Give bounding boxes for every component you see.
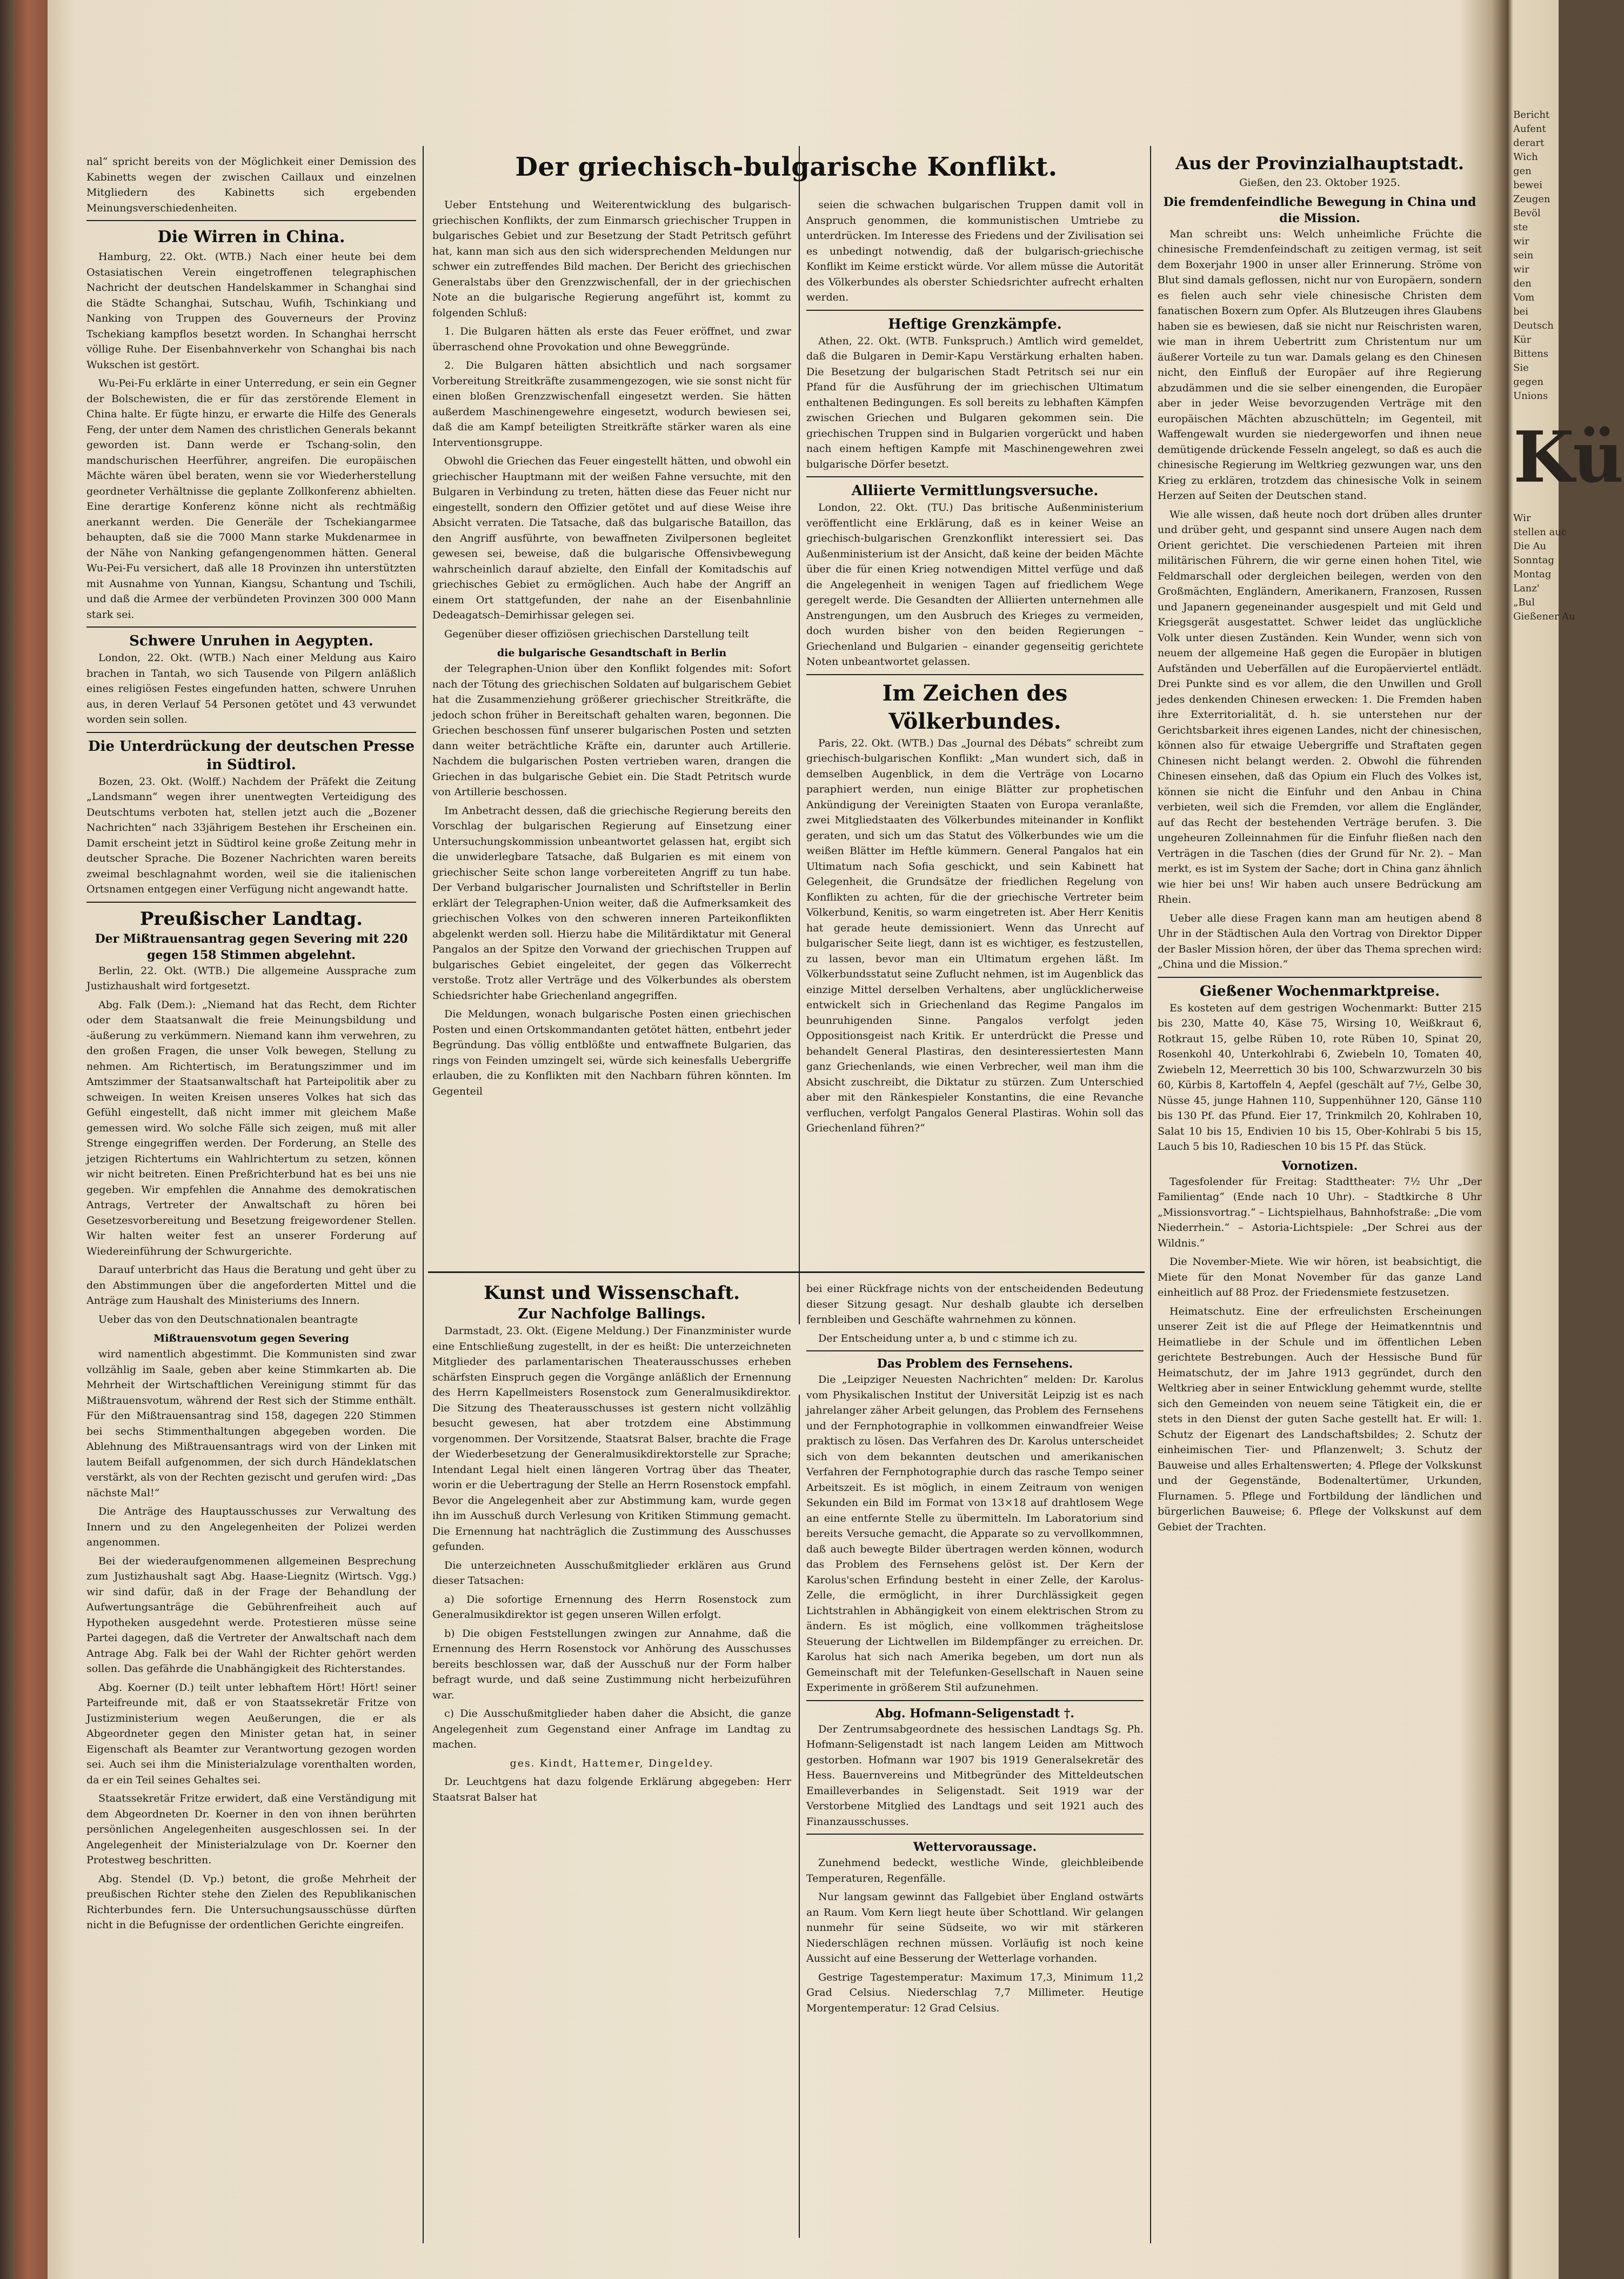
next-page-line: wir (1513, 264, 1529, 275)
article-paragraph: Wie alle wissen, daß heute noch dort drüben alles drunter und drüber geht, und gespannt sind unsere Augen nach dem Orient gerichtet. Die verschiedenen Parteien mit ihren militärischen Führern, die wir gerne einen hohen Titel, wie Feldmarschall oder dergleichen beilegen, werden von den Großmächten, Engländern, Amerikanern, Franzosen, Russen und Japanern gegeneinander ausgespielt und mit Geld und Kriegsgerät ausgestattet. Schwer leidet das unglückliche Volk unter diesen Zuständen. Kein Wunder, wenn sich von neuem der allgemeine Haß gegen die Europäer in blutigen Aufständen und Ueberfällen auf die Europäerviertel entlädt. Drei Punkte sind es vor allem, die den Unwillen und Groll jedes denkenden Chinesen erwecken: 1. Die Fremden haben ihre Exterritorialität, d. h. sie unterstehen nur der Gerichtsbarkeit ihres eigenen Landes, nicht der chinesischen, können also für etwaige Uebergriffe und Straftaten gegen Chinesen nicht belangt werden. 2. Obwohl die führenden Chinesen einsehen, daß das Opium ein Fluch des Volkes ist, können sie nicht die Einfuhr und den Anbau in China verbieten, weil sich die Fremden, vor allem die Engländer, auf das Recht der bestehenden Verträge berufen. 3. Die ungeheuren Zolleinnahmen für die Einfuhr fließen nach den Verträgen in die Taschen (dies der Grund für Nr. 2). – Man merkt, es ist im System der Sache; dort in China ganz ähnlich wie hier bei uns! Wir haben auch unsere Bedrückung am Rhein. (1158, 508, 1482, 905)
article-paragraph: Staatssekretär Fritze erwidert, daß eine Verständigung mit dem Abgeordneten Dr. Koerner in den von ihnen berührten persönlichen Angelegenheiten ausgeschlossen sei. In der Angelegenheit der Ministerialzulage von Dr. Koerner den Protestweg beschritten. (86, 1792, 416, 1866)
newspaper-page (81, 65, 1486, 2254)
next-page-line: Bevöl (1513, 208, 1541, 219)
article-paragraph: Die „Leipziger Neuesten Nachrichten“ melden: Dr. Karolus vom Physikalischen Institut der Universität Leipzig ist es nach jahrelanger zäher Arbeit gelungen, das Problem des Fernsehens und der Fernphotographie in vollkommen einwandfreier Weise praktisch zu lösen. Das Verfahren des Dr. Karolus unterscheidet sich von dem bekannten deutschen und amerikanischen Verfahren der Fernphotographie durch das rasche Tempo seiner Arbeitszeit. Es ist möglich, in einem Zeitraum von wenigen Sekunden ein Bild im Format von 13×18 auf drahtlosem Wege an eine entfernte Stelle zu übermitteln. Im Laboratorium sind bereits Versuche gemacht, die Apparate so zu vervollkommnen, daß auch bewegte Bilder übertragen werden können, wodurch das Problem des Fernsehens gelöst ist. Der Kern der Karolus'schen Erfindung besteht in einer Zelle, der Karolus-Zelle, die ermöglicht, in ihrer Durchlässigkeit gegen Lichtstrahlen in Abhängigkeit von einem elektrischen Strom zu ändern. Es ist möglich, eine vollkommen trägheitslose Steuerung der Lichtwellen im Bildempfänger zu erreichen. Dr. Karolus hat sich nach Amerika begeben, um dort nun als Gemeinschaft mit der Telefunken-Gesellschaft in Nauen seine Experimente in größerem Stil aufzunehmen. (806, 1374, 1144, 1694)
next-page-line: ste (1513, 222, 1528, 233)
divider (1158, 977, 1482, 978)
article-paragraph: Die November-Miete. Wie wir hören, ist beabsichtigt, die Miete für den Monat November für das ganze Land einheitlich auf 88 Proz. der Friedensmiete festzusetzen. (1158, 1256, 1482, 1298)
signature-line: ges. Kindt, Hattemer, Dingeldey. (510, 1757, 714, 1769)
next-page-line: Gießener Au (1513, 611, 1575, 622)
conflict-headline: Der griechisch-bulgarische Konflikt. (515, 152, 1058, 182)
article-paragraph: Bozen, 23. Okt. (Wolff.) Nachdem der Präfekt die Zeitung „Landsmann“ wegen ihrer unentwegten Verteidigung des Deutschtums verboten hat, stellen jetzt auch die „Bozener Nachrichten“ nach 33jährigem Bestehen ihr Erscheinen ein. Damit erscheint jetzt in Südtirol keine große Zeitung mehr in deutscher Sprache. Die Bozener Nachrichten waren bereits zweimal beschlagnahmt worden, weil sie die italienischen Ortsnamen entgegen einer Verfügung nicht angewandt hatte. (86, 775, 416, 895)
next-page-line: gegen (1513, 376, 1543, 388)
next-page-line: sein (1513, 250, 1534, 261)
article-paragraph: Ueber das von den Deutschnationalen beantragte (98, 1313, 358, 1325)
kunst-headline: Kunst und Wissenschaft. (484, 1282, 740, 1304)
article-paragraph: Abg. Falk (Dem.): „Niemand hat das Recht, dem Richter oder dem Staatsanwalt die freie Meinungsbildung und -äußerung zu verkümmern. Niemand kann ihm verwehren, zu den großen Fragen, die unser Volk bewegen, Stellung zu nehmen. Am Richtertisch, im Beratungszimmer und im Amtszimmer der Staatsanwaltschaft hat Parteipolitik aber zu schweigen. In weiten Kreisen unseres Volkes hat sich das Gefühl eingestellt, daß nicht immer mit gleichem Maße gemessen wird. Wo solche Fälle sich zeigen, muß mit aller Strenge eingegriffen werden. Der Forderung, an Stelle des jetzigen Richtertums ein Wahlrichtertum zu setzen, können wir nicht beitreten. Einen Preßrichterbund hat es bei uns nie gegeben. Wir empfehlen die Annahme des demokratischen Antrags, Vertreter der Anwaltschaft zu hören bei Gesetzesvorbereitung und Besetzung freigewordener Stellen. Wir halten weiter fest an unserer Forderung auf Wiedereinführung der Schwurgerichte. (86, 998, 416, 1257)
dateline: Gießen, den 23. Oktober 1925. (1239, 177, 1400, 189)
next-page-bottom-text (1513, 511, 1575, 624)
column-rule (799, 1395, 800, 2238)
article-paragraph: Es kosteten auf dem gestrigen Wochenmarkt: Butter 215 bis 230, Matte 40, Käse 75, Wirsing 10, Weißkraut 6, Rotkraut 15, gelbe Rüben 10, rote Rüben 10, Spinat 20, Rosenkohl 40, Unterkohlrabi 6, Zwiebeln 10, Tomaten 40, Zwiebeln 12, Meerrettich 30 bis 100, Schwarzwurzeln 30 bis 60, Kürbis 8, Kartoffeln 4, Aepfel (geschält auf 7½, Gelbe 30, Nüsse 45, junge Hahnen 110, Suppenhühner 120, Gänse 110 bis 130 Pf. das Pfund. Eier 17, Trinkmilch 20, Kohlraben 10, Salat 10 bis 15, Endivien 10 bis 15, Ober-Kohlrabi 5 bis 15, Lauch 5 bis 10, Radieschen 10 bis 15 Pf. das Stück. (1158, 1002, 1482, 1152)
section-rule (428, 1271, 1145, 1273)
next-page-line: Kür (1513, 334, 1532, 345)
article-paragraph: London, 22. Okt. (WTB.) Nach einer Meldung aus Kairo brachen in Tantah, wo sich Tausende von Pilgern anläßlich eines religiösen Festes eingefunden hatten, schwere Unruhen aus, in deren Verlauf 54 Personen getötet und 43 verwundet worden sein sollen. (86, 652, 416, 725)
article-paragraph: Die Anträge des Hauptausschusses zur Verwaltung des Innern und zu den Angelegenheiten der Polizei werden angenommen. (86, 1505, 416, 1548)
article-paragraph: Hamburg, 22. Okt. (WTB.) Nach einer heute bei dem Ostasiatischen Verein eingetroffenen telegraphischen Nachricht der deutschen Handelskammer in Schanghai sind die Städte Schanghai, Sutschau, Wufih, Tschinkiang und Nanking von Truppen des Gouverneurs der Provinz Tschekiang kampflos besetzt worden. In Schanghai herrscht völlige Ruhe. Der Eisenbahnverkehr von Schanghai bis nach Wukschen ist gestört. (86, 251, 416, 371)
article-paragraph: Man schreibt uns: Welch unheimliche Früchte die chinesische Fremdenfeindschaft zu zeitigen vermag, ist seit dem Boxerjahr 1900 in unser aller Erinnerung. Ströme von Blut sind damals geflossen, nicht nur von Europäern, sondern es fielen auch sehr viele chinesische Christen dem fanatischen Boxern zum Opfer. Als Blutzeugen ihres Glaubens haben sie es bewiesen, daß sie nicht nur Reischristen waren, wie man in ihrem Uebertritt zum Christentum nur um äußerer Vorteile zu tun war. Damals gelang es den Chinesen nicht, den Einfluß der Europäer auf ihre Regierung abzudämmen und die sie selber einengenden, die Europäer aber in jeder Weise bevorzugenden Verträge mit den europäischen Mächten abzuschütteln; im Gegenteil, mit Waffengewalt wurden sie niedergeworfen und ihnen neue demütigende drückende Fesseln angelegt, so daß es auch die chinesische Regierung im Weltkrieg gezwungen war, uns den Krieg zu erklären, trotzdem das chinesische Volk in seinem Herzen auf Seiten der Deutschen stand. (1158, 228, 1482, 502)
divider (806, 674, 1144, 675)
article-paragraph: seien die schwachen bulgarischen Truppen damit voll in Anspruch genommen, die kommunistischen Umtriebe zu unterdrücken. Im Interesse des Friedens und der Zivilisation sei es unbedingt notwendig, daß der bulgarisch-griechische Konflikt im Keime erstickt würde. Vor allem müsse die Autorität des Völkerbundes als oberster Schiedsrichter aufrecht erhalten werden. (806, 199, 1144, 303)
divider (806, 1700, 1144, 1701)
article-paragraph: Wu-Pei-Fu erklärte in einer Unterredung, er sein ein Gegner der Bolschewisten, die er für das zerstörende Element in China halte. Er fügte hinzu, er erwarte die Hilfe des Generals Feng, der unter dem Namen des christlichen Generals bekannt geworden ist. Dann werde er Tschang-solin, den mandschurischen Heerführer, angreifen. Die europäischen Mächte wären übel beraten, wenn sie vor Wiederherstellung geordneter Verhältnisse die geplante Zollkonferenz abhielten. Eine derartige Konferenz könne nicht als rechtmäßig anerkannt werden. Die Generäle der Tschekiangarmee behaupten, daß sie die 7000 Mann starke Mukdenarmee in der Nähe von Nanking gefangengenommen hätten. General Wu-Pei-Fu versichert, daß alle 18 Provinzen ihn unterstützten mit Ausnahme von Yunnan, Kiangsu, Schantung und Tschili, und daß die Armee der verbündeten Provinzen 300 000 Mann stark sei. (86, 377, 416, 621)
next-page-text (1513, 108, 1559, 403)
article-paragraph: b) Die obigen Feststellungen zwingen zur Annahme, daß die Ernennung des Herrn Rosenstock vor Anhörung des Ausschusses bereits beschlossen war, daß der Ausschuß nur der Form halber befragt wurde, und daß seine Zustimmung nicht herbeizuführen war. (432, 1627, 791, 1701)
next-page-line: bei (1513, 306, 1528, 317)
column-rule (423, 146, 424, 2243)
column-1 (86, 154, 416, 2262)
next-page-line: Vom (1513, 292, 1535, 303)
article-paragraph: London, 22. Okt. (TU.) Das britische Außenministerium veröffentlicht eine Erklärung, daß es in keiner Weise an griechisch-bulgarischen Grenzkonflikt interessiert sei. Das Außenministerium ist der Ansicht, daß keine der beiden Mächte über die für einen Krieg notwendigen Mittel verfüge und daß die Angelegenheit in wenigen Tagen auf friedlichem Wege geregelt werde. Die Gesandten der Alliierten unternehmen alle Anstrengungen, um den Ausbruch des Krieges zu vermeiden, doch wurden bisher von den beiden Regierungen – Griechenland und Bulgarien – einander gegenseitig gerichtete Noten unbeantwortet gelassen. (806, 502, 1144, 668)
article-paragraph: Tagesfolender für Freitag: Stadttheater: 7½ Uhr „Der Familientag“ (Ende nach 10 Uhr). – Stadtkirche 8 Uhr „Missionsvortrag.“ – Lichtspielhaus, Bahnhofstraße: „Die vom Niederrhein.“ – Astoria-Lichtspiele: „Der Schrei aus der Wildnis.“ (1158, 1175, 1482, 1249)
article-paragraph: Paris, 22. Okt. (WTB.) Das „Journal des Débats“ schreibt zum griechisch-bulgarischen Konflikt: „Man wundert sich, daß in demselben Augenblick, in dem die Verträge von Locarno paraphiert werden, nun einige Blätter zur prophetischen Ankündigung der Vereinigten Staaten von Europa veranlaßte, zwei Mitgliedstaaten des Völkerbundes miteinander in Konflikt geraten, und sich um das Statut des Völkerbundes wie um die weißen Blätter im Heftle kümmern. General Pangalos hat ein Ultimatum nach Sofia geschickt, und sein Kabinett hat Gelegenheit, die Grundsätze der friedlichen Regelung von Konflikten zu achten, für die der griechische Vertreter beim Völkerbund, Kenitis, so warm eingetreten ist. Aber Herr Kenitis hat gerade heute demissioniert. Wenn das Unrecht auf bulgarischer Seite liegt, dann ist es wichtiger, es festzustellen, zu lassen, bevor man ein Ultimatum ergehen läßt. Im Völkerbundsstatut seine Zuflucht nehmen, ist im Augenblick das einzige Mittel derselben Verhaltens, aber unglücklicherweise entwickelt sich in Griechenland das Regime Pangalos im beunruhigenden Sinne. Pangalos verfolgt jeden Oppositionsgeist nach Kritik. Er unterdrückt die Presse und behandelt General Plastiras, den desinteressiertesten Mann ganz Griechenlands, wie einen Verbrecher, weil man ihm die Absicht zuschreibt, die Diktatur zu stürzen. Zum Unterschied aber mit den Ränkespieler Konstantins, die eine Revanche verfluchen, verfolgt Pangalos General Plastiras. Wohin soll das Griechenland führen?“ (806, 737, 1144, 1134)
next-page-line: Wir (1513, 512, 1531, 524)
column-3 (806, 197, 1144, 1268)
next-page-line: stellen auc (1513, 527, 1567, 538)
next-page-line: den (1513, 278, 1532, 289)
next-page-line: Montag (1513, 569, 1552, 580)
next-page-line: Unions (1513, 390, 1548, 402)
column-2 (432, 197, 791, 1268)
hofmann-headline: Abg. Hofmann-Seligenstadt †. (876, 1706, 1074, 1721)
next-page-line: Bittens (1513, 348, 1548, 359)
article-paragraph: Berlin, 22. Okt. (WTB.) Die allgemeine Aussprache zum Justizhaushalt wird fortgesetzt. (86, 964, 416, 992)
book-binding (15, 0, 48, 2279)
grenzkaempfe-headline: Heftige Grenzkämpfe. (888, 316, 1062, 332)
next-page-big-letter: Kü (1513, 416, 1624, 498)
divider (806, 476, 1144, 477)
article-paragraph: Gestrige Tagestemperatur: Maximum 17,3, Minimum 11,2 Grad Celsius. Niederschlag 7,7 Millimeter. Heutige Morgentemperatur: 12 Grad Celsius. (806, 1971, 1144, 2014)
wetter-headline: Wettervoraussage. (913, 1840, 1037, 1854)
next-page-line: bewei (1513, 179, 1542, 191)
divider (806, 1350, 1144, 1351)
article-paragraph: Athen, 22. Okt. (WTB. Funkspruch.) Amtlich wird gemeldet, daß die Bulgaren in Demir-Kapu Verstärkung erhalten haben. Die Besetzung der bulgarischen Stadt Petritsch sei nur ein Pfand für die Ausführung der im griechischen Ultimatum enthaltenen Bedingungen. Es soll bereits zu lebhaften Kämpfen zwischen Griechen und Bulgaren gekommen sein. Die griechischen Truppen sind in Bulgarien vorgerückt und haben nach einem heftigen Kampfe mit Maschinengewehren zwei bulgarische Dörfer besetzt. (806, 335, 1144, 470)
article-paragraph: c) Die Ausschußmitglieder haben daher die Absicht, die ganze Angelegenheit zum Gegenstand einer Anfrage im Landtag zu machen. (432, 1708, 791, 1750)
next-page-line: derart (1513, 137, 1545, 149)
article-paragraph: 2. Die Bulgaren hätten absichtlich und nach sorgsamer Vorbereitung Streitkräfte zusammengezogen, wie sie sonst nicht für einen bloßen Grenzzwischenfall eingesetzt werden. Sie hätten außerdem Maschinengewehre eingesetzt, wodurch bewiesen sei, daß die am Kampf beteiligten Streitkräfte stärker waren als eine Interventionsgruppe. (432, 359, 791, 449)
vermittlung-headline: Alliierte Vermittlungsversuche. (851, 483, 1099, 499)
next-page-line: Bericht (1513, 109, 1550, 121)
markt-headline: Gießener Wochenmarktpreise. (1199, 983, 1440, 999)
divider (86, 902, 416, 903)
article-paragraph: Ueber alle diese Fragen kann man am heutigen abend 8 Uhr in der Städtischen Aula den Vortrag von Direktor Dipper der Basler Mission hören, der über das Thema sprechen wird: „China und die Mission.“ (1158, 912, 1482, 970)
article-paragraph: Darmstadt, 23. Okt. (Eigene Meldung.) Der Finanzminister wurde eine Entschließung zugestellt, in der es heißt: Die unterzeichneten Mitglieder des parlamentarischen Theaterausschusses erheben schärfsten Einspruch gegen die Vorgänge anläßlich der Ernennung des Herrn Kapellmeisters Rosenstock zum Generalmusikdirektor. Die Sitzung des Theaterausschusses ist gestern nicht vollzählig besucht gewesen, hat aber trotzdem eine Abstimmung vorgenommen. Der Vorsitzende, Staatsrat Balser, brachte die Frage der Wiederbesetzung der Generalmusikdirektorstelle zur Sprache; Intendant Legal hielt einen längeren Vortrag über das Theater, worin er die Uebertragung der Stelle an Herrn Rosenstock empfahl. Bevor die Angelegenheit aber zur Abstimmung kam, wurde gegen ihn im Ausschuß durch Verlesung von Kritiken Stimmung gemacht. Die Ernennung hat nachträglich die Zustimmung des Ausschusses gefunden. (432, 1325, 791, 1552)
next-page-line: Sonntag (1513, 555, 1554, 566)
next-page-line: Deutsch (1513, 320, 1554, 331)
article-paragraph: Nur langsam gewinnt das Fallgebiet über England ostwärts an Raum. Vom Kern liegt heute über Schottland. Wir gelangen nunmehr für seine Südseite, wo wir mit stärkeren Niederschlägen rechnen müssen. Vorläufig ist noch keine Aussicht auf eine Besserung der Wetterlage vorhanden. (806, 1891, 1144, 1964)
article-paragraph: 1. Die Bulgaren hätten als erste das Feuer eröffnet, und zwar überraschend ohne Provokation und ohne Beweggründe. (432, 325, 791, 353)
egypt-headline: Schwere Unruhen in Aegypten. (129, 633, 373, 649)
column-4 (1158, 151, 1482, 2260)
fernsehen-headline: Das Problem des Fernsehens. (877, 1357, 1073, 1371)
china-headline: Die Wirren in China. (157, 228, 345, 246)
next-page-edge (1513, 108, 1624, 2216)
next-page-line: Die Au (1513, 541, 1547, 552)
tirol-headline: Die Unterdrückung der deutschen Presse in Südtirol. (88, 738, 415, 773)
article-paragraph: Darauf unterbricht das Haus die Beratung und geht über zu den Abstimmungen über die angeforderten Mittel und die Anträge zum Haushalt des Ministeriums des Innern. (86, 1264, 416, 1307)
next-page-line: Zeugen (1513, 194, 1551, 205)
article-paragraph: wird namentlich abgestimmt. Die Kommunisten sind zwar vollzählig im Saale, geben aber keine Stimmkarten ab. Die Mehrheit der Wirtschaftlichen Vereinigung stimmt für das Mißtrauensvotum, während der Rest sich der Stimme enthält. Für den Mißtrauensantrag sind 158, dagegen 220 Stimmen bei sechs Stimmenthaltungen abgegeben worden. Die Ablehnung des Mißtrauensantrags wird von der Linken mit lautem Beifall aufgenommen, der sich durch Händeklatschen verstärkt, als von der Rechten gezischt und gerufen wird: „Das nächste Mal!“ (86, 1348, 416, 1499)
kunst-column-left (432, 1281, 791, 2243)
landtag-headline: Preußischer Landtag. (139, 908, 363, 930)
divider (806, 1834, 1144, 1835)
gesandtschaft-headline: die bulgarische Gesandtschaft in Berlin (497, 647, 727, 659)
next-page-line: Aufent (1513, 123, 1546, 135)
divider (86, 732, 416, 733)
balling-subheadline: Zur Nachfolge Ballings. (518, 1306, 706, 1322)
article-paragraph: Die unterzeichneten Ausschußmitglieder erklären aus Grund dieser Tatsachen: (432, 1559, 791, 1587)
article-paragraph: Obwohl die Griechen das Feuer eingestellt hätten, und obwohl ein griechischer Hauptmann mit der weißen Fahne versuchte, mit den Bulgaren in Verbindung zu treten, hätten diese das Feuer nicht nur eingestellt, sondern den Offizier getötet und auf diese Weise ihre Absicht verraten. Die Tatsache, daß das bulgarische Bataillon, das den Angriff ausführte, von bewaffneten Zivilpersonen begleitet gewesen sei, beweise, daß die bulgarische Offensivbewegung wahrscheinlich darauf abzielte, den Einfall der Komitadschis auf griechisches Gebiet zu ermöglichen. Auch habe der Angriff an einem Ort stattgefunden, der nahe an der Eisenbahnlinie Dedeagatsch–Demirhissar gelegen sei. (432, 455, 791, 621)
article-paragraph: Der Entscheidung unter a, b und c stimme ich zu. (818, 1332, 1078, 1344)
article-paragraph: Heimatschutz. Eine der erfreulichsten Erscheinungen unserer Zeit ist die auf Pflege der Heimatkenntnis und Heimatliebe in der Schule und im öffentlichen Leben gerichtete Bestrebungen. Auch der Hessische Bund für Heimatschutz, der im Jahre 1913 gegründet, durch den Weltkrieg aber in seiner Entwicklung gehemmt wurde, stellte sich den Gemeinden von neuem seine Tätigkeit ein, die er stets in den Dienst der guten Sache gestellt hat. Er will: 1. Schutz der Eigenart des Landschaftsbildes; 2. Schutz der einheimischen Tier- und Pflanzenwelt; 3. Schutz der Bauweise und alles Erhaltenswerten; 4. Pflege der Volkskunst und der Gegenstände, Bodenaltertümer, Urkunden, Flurnamen. 5. Pflege und Fortbildung der ländlichen und bürgerlichen Bauweise; 6. Pflege der Volkskunst auf dem Gebiet der Trachten. (1158, 1305, 1482, 1533)
next-page-line: Wich (1513, 151, 1538, 163)
next-page-line: „Bul (1513, 597, 1535, 608)
divider (86, 220, 416, 221)
next-page-line: gen (1513, 165, 1532, 177)
article-paragraph: Abg. Koerner (D.) teilt unter lebhaftem Hört! Hört! seiner Parteifreunde mit, daß er von Staatssekretär Fritze von Justizministerium wegen Aeußerungen, die er als Abgeordneter gegen den Minister getan hat, in seiner Eigenschaft als Beamter zur Verantwortung gezogen worden sei. Auch sei ihm die Ministerialzulage vorenthalten worden, da er ein Teil seines Gehaltes sei. (86, 1681, 416, 1786)
landtag-subheadline: Der Mißtrauensantrag gegen Severing mit 220 gegen 158 Stimmen abgelehnt. (95, 931, 408, 962)
article-paragraph: Ueber Entstehung und Weiterentwicklung des bulgarisch-griechischen Konflikts, der zum Einmarsch griechischer Truppen in bulgarisches Gebiet und zur Besetzung der Stadt Petritsch geführt hat, kann man sich aus den sich widersprechenden Meldungen nur schwer ein zutreffendes Bild machen. Der Bericht des griechischen Generalstabs über den Grenzzwischenfall, der in der griechischen Note an die bulgarische Regierung angeführt ist, kommt zu folgenden Schluß: (432, 199, 791, 319)
article-paragraph: Dr. Leuchtgens hat dazu folgende Erklärung abgegeben: Herr Staatsrat Balser hat (432, 1776, 791, 1803)
provinz-headline: Aus der Provinzialhauptstadt. (1175, 153, 1464, 174)
article-paragraph: Bei der wiederaufgenommenen allgemeinen Besprechung zum Justizhaushalt sagt Abg. Haase-Liegnitz (Wirtsch. Vgg.) wir sind dafür, daß in der Frage der Behandlung der Aufwertungsanträge die Gebührenfreiheit auch auf Hypotheken ausgedehnt werde. Protestieren müsse seine Partei dagegen, daß die Vertreter der Anwaltschaft nach dem Antrage Abg. Falk bei der Wahl der Richter gehört werden sollen. Das gefährde die Unabhängigkeit des Richterstandes. (86, 1555, 416, 1675)
article-paragraph: Zunehmend bedeckt, westliche Winde, gleichbleibende Temperaturen, Regenfälle. (806, 1857, 1144, 1884)
china-mission-headline: Die fremdenfeindliche Bewegung in China und die Mission. (1163, 195, 1476, 225)
article-paragraph: bei einer Rückfrage nichts von der entscheidenden Bedeutung dieser Sitzung gesagt. Nur deshalb glaubte ich derselben fernbleiben und Geschäfte wahrnehmen zu können. (806, 1283, 1144, 1325)
column-rule (799, 146, 800, 1324)
article-paragraph: Im Anbetracht dessen, daß die griechische Regierung bereits den Vorschlag der bulgarischen Regierung auf Einsetzung einer Untersuchungskommission unbeantwortet gelassen hat, ergibt sich die unwiderlegbare Tatsache, daß Bulgarien es mit einem von griechischer Seite schon lange vorbereiteten Angriff zu tun habe. Der Verband bulgarischer Journalisten und Schriftsteller in Berlin erklärt der Telegraphen-Union weiter, daß die Aufmerksamkeit des griechischen Volkes von den schweren inneren Parteikonflikten abgelenkt werden soll. Hierzu habe die Militärdiktatur mit General Pangalos an der Spitze den Vorwand der griechischen Truppen auf bulgarisches Gebiet eingeleitet, der gegen das Völkerrecht verstoße. Trotz aller Verträge und des Völkerbundes als oberstem Schiedsrichter habe Griechenland angegriffen. (432, 804, 791, 1002)
vornotizen-headline: Vornotizen. (1281, 1158, 1358, 1173)
column-rule (1150, 146, 1151, 2243)
voelkerbund-headline: Im Zeichen des Völkerbundes. (882, 680, 1068, 734)
next-page-line: Lanz' (1513, 583, 1540, 594)
kunst-column-right (806, 1281, 1144, 2243)
votum-headline: Mißtrauensvotum gegen Severing (153, 1332, 349, 1344)
article-paragraph: Abg. Stendel (D. Vp.) betont, die große Mehrheit der preußischen Richter stehe den Zielen des Republikanischen Richterbundes fern. Die Untersuchungsausschüsse dürften nicht in die Befugnisse der ordentlichen Gerichte eingreifen. (86, 1872, 416, 1931)
article-paragraph: a) Die sofortige Ernennung des Herrn Rosenstock zum Generalmusikdirektor ist gegen unseren Willen erfolgt. (432, 1593, 791, 1621)
divider (86, 627, 416, 628)
divider (806, 310, 1144, 311)
article-paragraph: Gegenüber dieser offiziösen griechischen Darstellung teilt (444, 628, 749, 640)
article-paragraph: Die Meldungen, wonach bulgarische Posten einen griechischen Posten und einen Ortskommandanten getötet hätten, entbehrt jeder Begründung. Das völlig entblößte und entwaffnete Bulgarien, das rings von Feinden umzingelt sei, würde sich keinesfalls Uebergriffe erlauben, die zu Konflikten mit den Nachbarn führen könnten. Im Gegenteil (432, 1008, 791, 1097)
article-paragraph: Der Zentrumsabgeordnete des hessischen Landtags Sg. Ph. Hofmann-Seligenstadt ist nach langem Leiden am Mittwoch gestorben. Hofmann war 1907 bis 1919 Generalsekretär des Hess. Bauernvereins und Mitbegründer des Mitteldeutschen Emailleverbandes in Seligenstadt. Seit 1919 war der Verstorbene Mitglied des Landtags und seit 1921 auch des Finanzausschusses. (806, 1723, 1144, 1828)
next-page-line: wir (1513, 236, 1529, 247)
article-paragraph: der Telegraphen-Union über den Konflikt folgendes mit: Sofort nach der Tötung des griechischen Soldaten auf bulgarischem Gebiet hat die Zusammenziehung größerer griechischer Streitkräfte, die jedoch schon früher in Bereitschaft gehalten waren, begonnen. Die Griechen beschossen fünf unserer bulgarischen Posten und setzten dann weiter beträchtliche Kräfte ein, darunter auch Artillerie. Nachdem die bulgarischen Posten vertrieben waren, drangen die Griechen in das bulgarische Gebiet ein. Die Stadt Petritsch wurde von Artillerie beschossen. (432, 663, 791, 798)
intro-paragraph: nal“ spricht bereits von der Möglichkeit einer Demission des Kabinetts wegen der zwischen Caillaux und einzelnen Mitgliedern des Kabinetts sich ergebenden Meinungsverschiedenheiten. (86, 156, 416, 214)
next-page-line: Sie (1513, 362, 1529, 374)
